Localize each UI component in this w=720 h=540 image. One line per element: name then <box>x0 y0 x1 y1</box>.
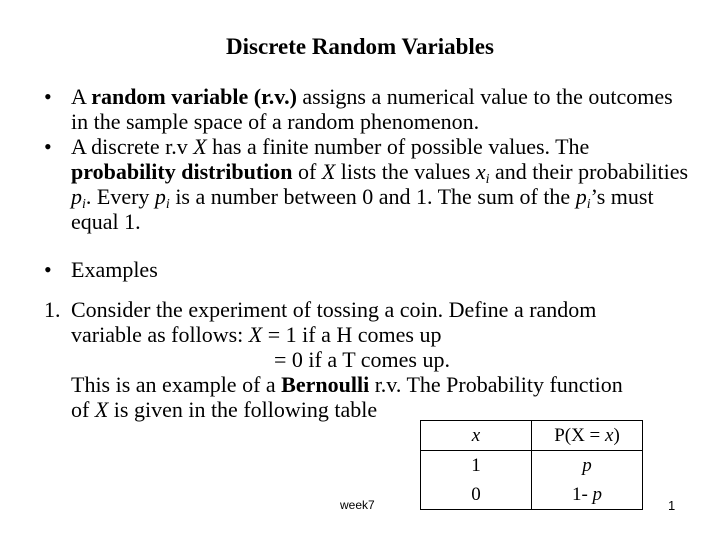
list-number: 1. <box>44 297 61 322</box>
bullet-text: A discrete r.v X has a finite number of possible values. The probability distribution of X lists the values $x_i$ and their probabilities $p_i$. Every $p_i$ is a number between 0 and 1. The sum of the $p_i’s$ must equal 1. <box>71 134 689 234</box>
table-cell: p <box>532 451 643 481</box>
bullet-text: A random variable (r.v.) assigns a numerical value to the outcomes in the sample space of a random phenomenon. <box>71 84 673 134</box>
table-cell: 1- p <box>532 480 643 510</box>
example-line: This is an example of a Bernoulli r.v. The Probability function <box>71 372 623 397</box>
bullet-item-discrete-rv <box>44 134 694 234</box>
bullet-item-random-variable <box>44 84 694 134</box>
table-cell: 0 <box>421 480 532 510</box>
footer-week: week7 <box>340 498 375 512</box>
bullet-icon: • <box>44 257 52 282</box>
bullet-list <box>44 84 694 282</box>
slide-title: Discrete Random Variables <box>226 34 494 59</box>
table-header-row <box>421 421 643 451</box>
table-row <box>421 480 643 510</box>
table-row <box>421 451 643 481</box>
example-line: of X is given in the following table <box>71 397 378 422</box>
bullet-icon: • <box>44 84 52 109</box>
bullet-text: Examples <box>71 257 158 282</box>
header-cell-x: x <box>421 421 532 451</box>
table-cell: 1 <box>421 451 532 481</box>
example-1 <box>44 297 704 422</box>
bullet-item-examples <box>44 257 694 282</box>
bullet-icon: • <box>44 134 52 159</box>
example-line: Consider the experiment of tossing a coin. Define a random <box>71 297 597 322</box>
page-number: 1 <box>668 498 676 513</box>
example-line: = 0 if a T comes up. <box>274 347 450 372</box>
header-cell-probability: P(X = x) <box>532 421 643 451</box>
probability-table <box>420 420 643 510</box>
example-line: variable as follows: X = 1 if a H comes up <box>71 322 442 347</box>
